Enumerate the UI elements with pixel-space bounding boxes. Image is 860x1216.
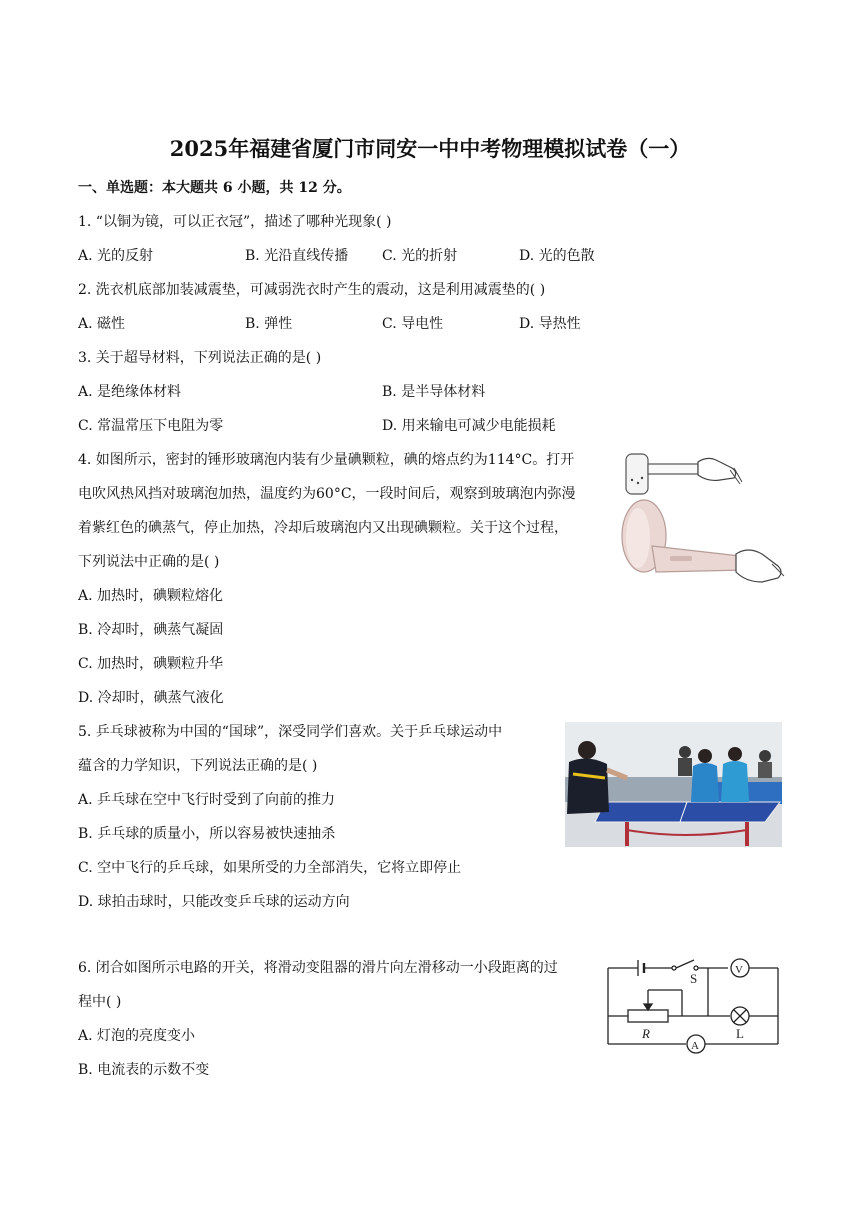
q3-option-a: A. 是绝缘体材料: [78, 384, 182, 400]
question-5-stem-line: 5. 乒乓球被称为中国的“国球”，深受同学们喜欢。关于乒乓球运动中: [78, 724, 503, 740]
q5-option-c: C. 空中飞行的乒乓球，如果所受的力全部消失，它将立即停止: [78, 860, 462, 876]
lamp-label: L: [736, 1026, 744, 1041]
voltmeter-label: V: [735, 964, 743, 976]
q2-option-a: A. 磁性: [78, 316, 126, 332]
question-4-stem-line: 下列说法中正确的是( ): [78, 554, 220, 570]
q5-option-a: A. 乒乓球在空中飞行时受到了向前的推力: [78, 792, 336, 808]
question-1-stem: 1. “以铜为镜，可以正衣冠”，描述了哪种光现象( ): [78, 214, 392, 230]
q4-option-c: C. 加热时，碘颗粒升华: [78, 656, 224, 672]
question-2-stem: 2. 洗衣机底部加装减震垫，可减弱洗衣时产生的震动，这是利用减震垫的( ): [78, 282, 546, 298]
table-tennis-photo: [565, 722, 782, 847]
q3-option-b: B. 是半导体材料: [382, 384, 486, 400]
question-4-stem-line: 着紫红色的碘蒸气，停止加热，冷却后玻璃泡内又出现碘颗粒。关于这个过程，: [78, 520, 568, 536]
question-6-stem-line: 程中( ): [78, 994, 122, 1010]
ammeter-label: A: [691, 1040, 699, 1052]
question-5-stem-line: 蕴含的力学知识，下列说法正确的是( ): [78, 758, 318, 774]
q2-option-c: C. 导电性: [382, 316, 444, 332]
q1-option-b: B. 光沿直线传播: [245, 248, 349, 264]
hair-dryer-figure: [612, 448, 787, 608]
q2-option-b: B. 弹性: [245, 316, 293, 332]
circuit-diagram: [602, 950, 784, 1060]
q3-option-c: C. 常温常压下电阻为零: [78, 418, 224, 434]
q4-option-d: D. 冷却时，碘蒸气液化: [78, 690, 224, 706]
q1-option-a: A. 光的反射: [78, 248, 154, 264]
section-heading: 一、单选题：本大题共 6 小题，共 12 分。: [78, 180, 351, 196]
q4-option-a: A. 加热时，碘颗粒熔化: [78, 588, 224, 604]
q2-option-d: D. 导热性: [519, 316, 581, 332]
q5-option-d: D. 球拍击球时，只能改变乒乓球的运动方向: [78, 894, 350, 910]
q4-option-b: B. 冷却时，碘蒸气凝固: [78, 622, 224, 638]
q6-option-a: A. 灯泡的亮度变小: [78, 1028, 196, 1044]
question-4-stem-line: 4. 如图所示，密封的锤形玻璃泡内装有少量碘颗粒，碘的熔点约为114°C。打开: [78, 452, 575, 468]
switch-label: S: [690, 971, 698, 986]
q3-option-d: D. 用来输电可减少电能损耗: [382, 418, 556, 434]
q5-option-b: B. 乒乓球的质量小，所以容易被快速抽杀: [78, 826, 336, 842]
q6-option-b: B. 电流表的示数不变: [78, 1062, 210, 1078]
question-3-stem: 3. 关于超导材料，下列说法正确的是( ): [78, 350, 322, 366]
question-4-stem-line: 电吹风热风挡对玻璃泡加热，温度约为60°C，一段时间后，观察到玻璃泡内弥漫: [78, 486, 576, 502]
q1-option-d: D. 光的色散: [519, 248, 595, 264]
q1-option-c: C. 光的折射: [382, 248, 458, 264]
question-6-stem-line: 6. 闭合如图所示电路的开关，将滑动变阻器的滑片向左滑移动一小段距离的过: [78, 960, 558, 976]
resistor-label: R: [642, 1026, 650, 1041]
page-title: 2025年福建省厦门市同安一中中考物理模拟试卷（一）: [169, 136, 691, 161]
